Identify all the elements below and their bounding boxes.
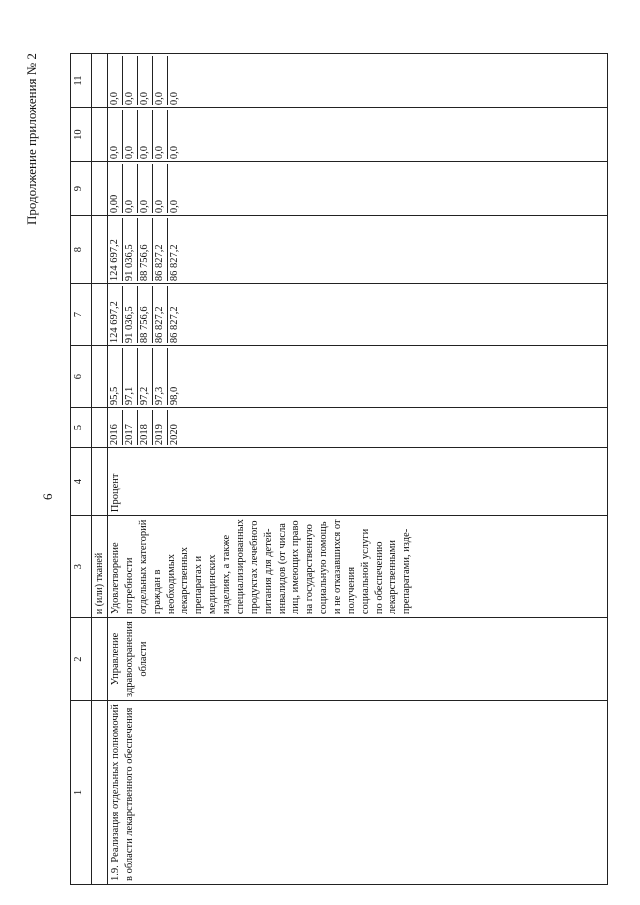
funding-value: 86 827,2 bbox=[169, 244, 181, 282]
indicator-values-cell bbox=[108, 346, 608, 408]
year-value: 2019 bbox=[153, 410, 168, 445]
regional-budget-cell bbox=[108, 216, 608, 284]
year-value: 2018 bbox=[138, 410, 153, 445]
funding-value: 0,0 bbox=[123, 56, 138, 105]
col-number: 5 bbox=[71, 408, 92, 448]
indicator-value: 97,3 bbox=[153, 348, 168, 405]
funding-value: 0,0 bbox=[153, 110, 168, 159]
page-number: 6 bbox=[40, 493, 55, 500]
funding-value: 0,0 bbox=[138, 164, 153, 213]
funding-value: 0,0 bbox=[138, 110, 153, 159]
col-number: 10 bbox=[71, 108, 92, 162]
col11-cell bbox=[108, 54, 608, 108]
indicator-value: 95,5 bbox=[108, 348, 123, 405]
funding-value: 124 697,2 bbox=[108, 286, 123, 343]
funding-value: 91 036,5 bbox=[123, 218, 138, 281]
col-number: 2 bbox=[71, 618, 92, 701]
continuation-row bbox=[92, 54, 108, 885]
funding-value: 86 827,2 bbox=[153, 286, 168, 343]
years-cell bbox=[108, 408, 608, 448]
col-number: 9 bbox=[71, 162, 92, 216]
funding-value: 0,0 bbox=[108, 110, 123, 159]
funding-value: 86 827,2 bbox=[169, 306, 181, 344]
funding-value: 0,0 bbox=[138, 56, 153, 105]
funding-value: 86 827,2 bbox=[153, 218, 168, 281]
indicator-description: Удовлетворение потребности отдельных категорий граждан в необходимых лекарственных препаратах и медицинских изделиях, а также специализированных продуктах лечебного питания для детей-инвалидов (от числа лиц, имеющих право на государственную социальную помощь и не отказавшихся от получения социальной услуги по обеспечению лекарственными препаратами, изде- bbox=[108, 516, 608, 618]
column-number-row bbox=[71, 54, 92, 885]
table-row bbox=[108, 54, 608, 885]
indicator-value: 98,0 bbox=[169, 386, 181, 406]
activity-name: 1.9. Реализация отдельных полномочий в области лекарственного обеспечения bbox=[108, 701, 608, 885]
col-number: 6 bbox=[71, 346, 92, 408]
col-number: 7 bbox=[71, 284, 92, 346]
indicator-value: 97,1 bbox=[123, 348, 138, 405]
funding-value: 0,0 bbox=[153, 56, 168, 105]
year-value: 2017 bbox=[123, 410, 138, 445]
program-table bbox=[70, 53, 608, 885]
funding-value: 0,0 bbox=[123, 110, 138, 159]
col-number: 8 bbox=[71, 216, 92, 284]
appendix-heading: Продолжение приложения № 2 bbox=[24, 53, 39, 225]
funding-value: 0,0 bbox=[108, 56, 123, 105]
col9-cell bbox=[108, 162, 608, 216]
year-value: 2020 bbox=[169, 424, 181, 446]
funding-value: 88 756,6 bbox=[138, 218, 153, 281]
responsible-executor: Управление здравоохранения области bbox=[108, 618, 608, 701]
total-funding-cell bbox=[108, 284, 608, 346]
funding-value: 0,0 bbox=[169, 145, 181, 160]
funding-value: 0,0 bbox=[123, 164, 138, 213]
col-number: 1 bbox=[71, 701, 92, 885]
unit-of-measure: Процент bbox=[108, 448, 608, 516]
indicator-value: 97,2 bbox=[138, 348, 153, 405]
col-number: 4 bbox=[71, 448, 92, 516]
continuation-text: и (или) тканей bbox=[92, 516, 108, 618]
funding-value: 0,0 bbox=[169, 91, 181, 106]
col-number: 3 bbox=[71, 516, 92, 618]
funding-value: 88 756,6 bbox=[138, 286, 153, 343]
funding-value: 0,0 bbox=[169, 199, 181, 214]
funding-value: 0,0 bbox=[153, 164, 168, 213]
year-value: 2016 bbox=[108, 410, 123, 445]
col-number: 11 bbox=[71, 54, 92, 108]
funding-value: 124 697,2 bbox=[108, 218, 123, 281]
funding-value: 91 036,5 bbox=[123, 286, 138, 343]
col10-cell bbox=[108, 108, 608, 162]
funding-value: 0,00 bbox=[108, 164, 123, 213]
